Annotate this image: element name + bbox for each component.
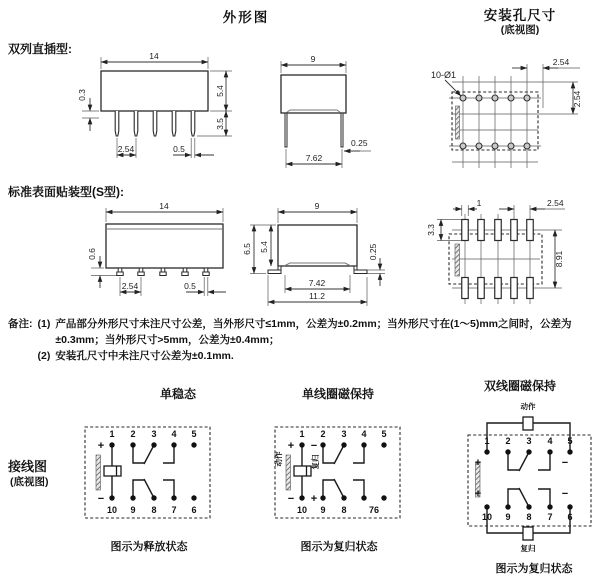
set-label: 动作 (520, 402, 536, 411)
wiring-diagram-monostable (83, 424, 215, 524)
svg-text:2: 2 (130, 429, 136, 439)
dim-smd-pin-width: 0.5 (184, 281, 196, 291)
dim-dip-height: 5.4 (215, 85, 225, 97)
dim-hole-pitch-h: 2.54 (552, 57, 570, 67)
dim-smd-depth: 9 (314, 201, 320, 211)
wiring-title-single-coil: 单线圈磁保持 (301, 387, 374, 401)
dim-dip-pin-thickness: 0.25 (351, 138, 368, 148)
plus-sign: + (474, 457, 482, 469)
wiring-diagram-single-coil (273, 424, 405, 524)
pin-labels (482, 436, 573, 522)
grid-lines (449, 64, 580, 168)
svg-text:1: 1 (299, 429, 305, 439)
dip-section-label: 双列直插型: (8, 42, 72, 56)
svg-text:2: 2 (505, 436, 511, 446)
smd-body (106, 224, 223, 268)
svg-text:4: 4 (547, 436, 553, 446)
dip-body-side (281, 75, 346, 113)
smd-side-pins (268, 266, 367, 274)
dip-side-view (256, 50, 386, 176)
svg-text:8: 8 (151, 505, 157, 515)
svg-text:3: 3 (341, 429, 347, 439)
note-item (38, 317, 607, 349)
polarity-mark (456, 106, 460, 139)
dim-dip-pitch: 2.54 (117, 144, 135, 154)
plus-sign: + (97, 440, 105, 452)
wiring-diagram-dual-coil (460, 396, 608, 558)
svg-text:5: 5 (567, 436, 573, 446)
notes (8, 317, 606, 364)
dim-smd-height-total: 6.5 (242, 243, 252, 255)
svg-text:5: 5 (381, 429, 387, 439)
coil-symbol (294, 466, 311, 476)
dim-dip-width: 14 (149, 51, 159, 61)
polarity-mark (455, 244, 460, 276)
svg-text:10: 10 (296, 505, 308, 515)
mounting-title: 安装孔尺寸 (483, 8, 557, 23)
reset-label: 复归 (311, 454, 320, 470)
wiring-title-dual-coil: 双线圈磁保持 (483, 379, 556, 393)
minus-sign: − (561, 488, 569, 500)
dim-pad-row-span: 8.91 (554, 250, 564, 268)
svg-text:10: 10 (481, 512, 493, 522)
svg-text:9: 9 (130, 505, 136, 515)
svg-text:76: 76 (368, 505, 380, 515)
coil-symbol (104, 466, 121, 476)
svg-text:1: 1 (484, 436, 490, 446)
svg-text:8: 8 (526, 512, 532, 522)
dim-smd-height-body: 5.4 (259, 241, 269, 253)
svg-text:5: 5 (191, 429, 197, 439)
dim-pad-width: 1 (476, 198, 482, 208)
note-number: (1) (37, 318, 51, 330)
dim-dip-pin-span: 7.62 (305, 153, 323, 163)
caption-monostable: 图示为释放状态 (110, 541, 188, 553)
svg-text:9: 9 (320, 505, 326, 515)
pin-dots (109, 442, 196, 500)
dim-pad-length: 3.3 (426, 224, 436, 236)
svg-text:7: 7 (171, 505, 177, 515)
dimension-lines (445, 68, 573, 114)
minus-sign: − (561, 457, 569, 469)
dim-dip-depth: 9 (310, 54, 316, 64)
notes-label: 备注: (8, 318, 33, 330)
set-label: 动作 (274, 451, 283, 467)
note-text: 安装孔尺寸中未注尺寸公差为±0.1mm. (55, 349, 234, 362)
svg-text:6: 6 (191, 505, 197, 515)
hole-callout: 10-Ø1 (431, 70, 457, 80)
dim-smd-pitch: 2.54 (121, 281, 139, 291)
svg-text:1: 1 (109, 429, 115, 439)
smd-side-view (242, 196, 402, 316)
plus-sign: + (474, 488, 482, 500)
set-coil-symbol (523, 417, 533, 430)
minus-sign: − (310, 440, 318, 452)
polarity-mark (96, 455, 101, 490)
svg-text:4: 4 (171, 429, 177, 439)
reset-coil-symbol (523, 527, 533, 540)
dim-smd-span-outer: 11.2 (309, 291, 325, 301)
note-item (38, 349, 607, 365)
svg-text:4: 4 (361, 429, 367, 439)
plus-sign: + (287, 440, 295, 452)
dim-smd-width: 14 (159, 201, 169, 211)
pin-dots (484, 449, 572, 509)
minus-sign: − (97, 493, 105, 505)
dim-dip-pin-width: 0.5 (173, 144, 185, 154)
dip-pins (115, 111, 195, 136)
svg-text:7: 7 (547, 512, 553, 522)
dim-pad-pitch: 2.54 (547, 198, 564, 208)
caption-single-coil: 图示为复归状态 (300, 541, 378, 553)
dim-dip-standoff: 0.3 (77, 89, 87, 101)
wiring-section-sub: (底视图) (10, 476, 49, 488)
dim-dip-pin-length: 3.5 (215, 118, 225, 130)
svg-text:9: 9 (505, 512, 511, 522)
dim-smd-pin-thickness: 0.25 (368, 243, 378, 261)
svg-text:10: 10 (106, 505, 118, 515)
note-text: 产品部分外形尺寸未注尺寸公差，当外形尺寸≤1mm，公差为±0.2mm；当外形尺寸在(1～5)mm之间时，公差为±0.3mm；当外形尺寸>5mm，公差为±0.4mm； (55, 318, 572, 346)
svg-text:2: 2 (320, 429, 326, 439)
svg-text:8: 8 (341, 505, 347, 515)
dip-front-view (73, 48, 258, 178)
plus-sign: + (310, 493, 318, 505)
wiring-section-label: 接线图 (8, 459, 48, 474)
reset-label: 复归 (520, 544, 536, 553)
smd-front-view (73, 196, 268, 314)
smd-pins (117, 268, 209, 276)
caption-dual-coil: 图示为复归状态 (495, 563, 573, 575)
svg-text:3: 3 (151, 429, 157, 439)
dim-hole-pitch-v: 2.54 (572, 90, 582, 108)
dip-body (101, 71, 208, 111)
dim-smd-standoff: 0.6 (87, 248, 97, 260)
note-number: (2) (37, 349, 51, 362)
dip-side-pins (285, 113, 343, 147)
smd-body-side (278, 225, 357, 266)
smd-section-label: 标准表面贴装型(S型): (8, 185, 124, 199)
dip-hole-pattern (430, 46, 611, 178)
smd-pad-layout (428, 186, 611, 320)
svg-text:3: 3 (526, 436, 532, 446)
mounting-subtitle: (底视图) (500, 24, 540, 36)
svg-text:6: 6 (567, 512, 573, 522)
wiring-title-monostable: 单稳态 (159, 387, 196, 401)
polarity-mark (286, 455, 291, 490)
dim-smd-span-inner: 7.42 (308, 278, 326, 288)
minus-sign: − (287, 493, 295, 505)
outline-title: 外形图 (222, 10, 270, 25)
